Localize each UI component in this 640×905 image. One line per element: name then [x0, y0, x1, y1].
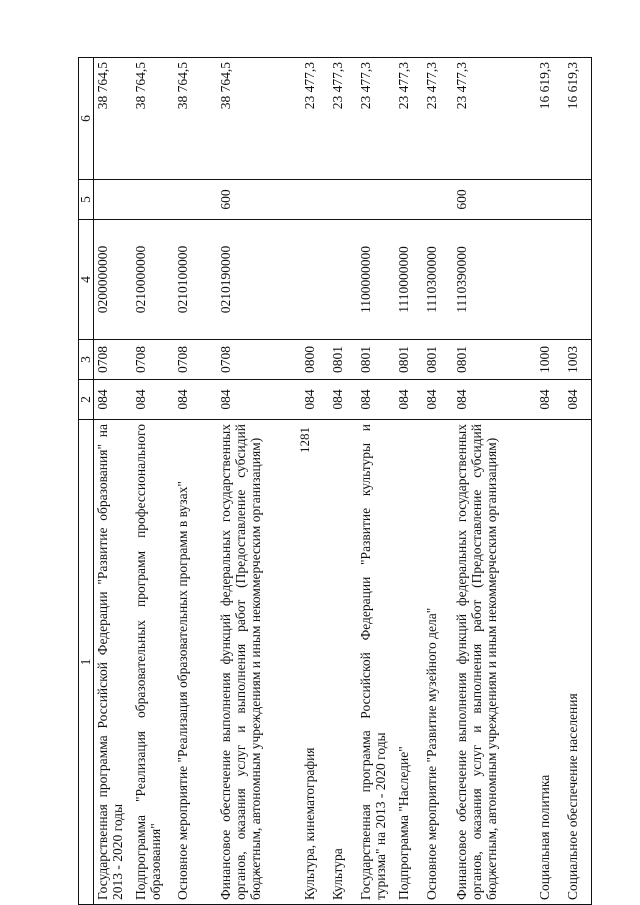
column-header: 5	[79, 180, 94, 220]
table-row	[301, 58, 329, 905]
target-code	[564, 220, 592, 340]
amount: 38 764,5	[217, 58, 301, 180]
amount: 23 477,3	[423, 58, 453, 180]
table-row	[174, 58, 217, 905]
amount: 38 764,5	[94, 58, 132, 180]
target-code: 0210000000	[132, 220, 174, 340]
section-code: 0801	[423, 340, 453, 380]
target-code	[536, 220, 564, 340]
item-name: Государственная программа Российской Федерации "Развитие культуры и туризма" на 2013 - 2020 годы	[357, 420, 395, 905]
target-code: 0210190000	[217, 220, 301, 340]
ministry-code: 084	[329, 380, 357, 420]
target-code: 1110000000	[395, 220, 423, 340]
target-code: 0210100000	[174, 220, 217, 340]
table-row	[423, 58, 453, 905]
amount: 38 764,5	[132, 58, 174, 180]
expense-type-code	[94, 180, 132, 220]
table-row	[94, 58, 132, 905]
item-name: Подпрограмма "Наследие"	[395, 420, 423, 905]
expense-type-code	[357, 180, 395, 220]
target-code: 1110300000	[423, 220, 453, 340]
table-row	[536, 58, 564, 905]
expense-type-code	[132, 180, 174, 220]
amount: 23 477,3	[395, 58, 423, 180]
section-code: 0801	[357, 340, 395, 380]
amount: 38 764,5	[174, 58, 217, 180]
target-code	[301, 220, 329, 340]
section-code: 0800	[301, 340, 329, 380]
section-code: 0801	[329, 340, 357, 380]
expense-type-code	[395, 180, 423, 220]
ministry-code: 084	[453, 380, 536, 420]
expense-type-code	[301, 180, 329, 220]
table-row	[132, 58, 174, 905]
expense-type-code: 600	[453, 180, 536, 220]
item-name: Финансовое обеспечение выполнения функций федеральных государственных органов, оказания услуг и выполнения работ (Предоставление субсидий бюджетным, автономным учреждениям и иным некоммерческим организациям)	[217, 420, 301, 905]
amount: 23 477,3	[329, 58, 357, 180]
page-number: 1281	[297, 427, 312, 453]
ministry-code: 084	[536, 380, 564, 420]
expense-type-code: 600	[217, 180, 301, 220]
item-name: Основное мероприятие "Реализация образовательных программ в вузах"	[174, 420, 217, 905]
amount: 23 477,3	[357, 58, 395, 180]
section-code: 1003	[564, 340, 592, 380]
amount: 16 619,3	[564, 58, 592, 180]
expense-type-code	[329, 180, 357, 220]
target-code: 0200000000	[94, 220, 132, 340]
column-header: 3	[79, 340, 94, 380]
amount: 23 477,3	[301, 58, 329, 180]
ministry-code: 084	[395, 380, 423, 420]
header-row	[79, 58, 94, 905]
table-row	[217, 58, 301, 905]
target-code	[329, 220, 357, 340]
section-code: 0801	[453, 340, 536, 380]
table-row	[357, 58, 395, 905]
item-name: Культура	[329, 420, 357, 905]
ministry-code: 084	[301, 380, 329, 420]
table-row	[329, 58, 357, 905]
item-name: Социальное обеспечение населения	[564, 420, 592, 905]
target-code: 1110390000	[453, 220, 536, 340]
table-row	[564, 58, 592, 905]
target-code: 1100000000	[357, 220, 395, 340]
item-name: Финансовое обеспечение выполнения функций федеральных государственных органов, оказания услуг и выполнения работ (Предоставление субсидий бюджетным, автономным учреждениям и иным некоммерческим организациям)	[453, 420, 536, 905]
section-code: 0708	[94, 340, 132, 380]
ministry-code: 084	[564, 380, 592, 420]
table-row	[395, 58, 423, 905]
item-name: Культура, кинематография	[301, 420, 329, 905]
item-name: Основное мероприятие "Развитие музейного дела"	[423, 420, 453, 905]
column-header: 2	[79, 380, 94, 420]
ministry-code: 084	[174, 380, 217, 420]
section-code: 0708	[132, 340, 174, 380]
amount: 23 477,3	[453, 58, 536, 180]
budget-table	[78, 57, 592, 905]
section-code: 0708	[174, 340, 217, 380]
ministry-code: 084	[94, 380, 132, 420]
column-header: 4	[79, 220, 94, 340]
expense-type-code	[174, 180, 217, 220]
ministry-code: 084	[132, 380, 174, 420]
amount: 16 619,3	[536, 58, 564, 180]
item-name: Государственная программа Российской Федерации "Развитие образования" на 2013 - 2020 годы	[94, 420, 132, 905]
item-name: Социальная политика	[536, 420, 564, 905]
column-header: 6	[79, 58, 94, 180]
expense-type-code	[564, 180, 592, 220]
expense-type-code	[423, 180, 453, 220]
section-code: 0708	[217, 340, 301, 380]
section-code: 0801	[395, 340, 423, 380]
section-code: 1000	[536, 340, 564, 380]
item-name: Подпрограмма "Реализация образовательных программ профессионального образования"	[132, 420, 174, 905]
ministry-code: 084	[217, 380, 301, 420]
rotated-page-content	[78, 58, 613, 905]
expense-type-code	[536, 180, 564, 220]
ministry-code: 084	[423, 380, 453, 420]
column-header: 1	[79, 420, 94, 905]
ministry-code: 084	[357, 380, 395, 420]
table-row	[453, 58, 536, 905]
